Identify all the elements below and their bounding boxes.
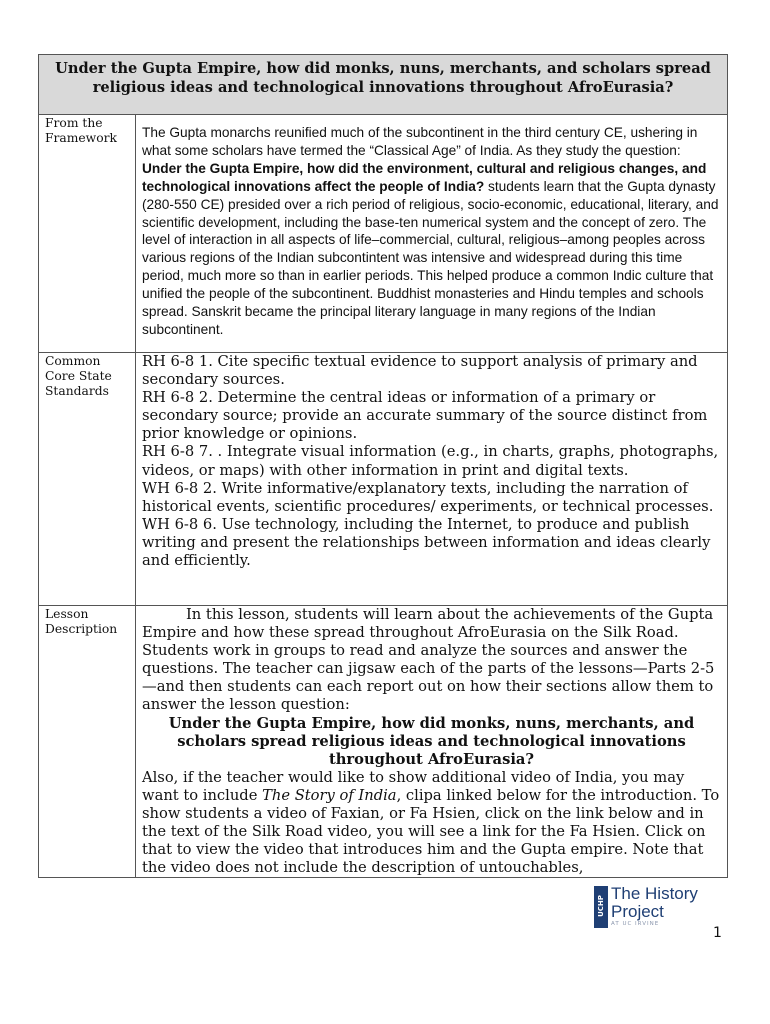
framework-text [142, 115, 721, 341]
lesson-content [136, 606, 728, 878]
standard-item: RH 6-8 1. Cite specific textual evidence to support analysis of primary and secondary sources. [142, 353, 698, 389]
framework-rest: students learn that the Gupta dynasty (280-550 CE) presided over a rich period of religious, socio-economic, educational, literary, and scientific development, including the base-ten numerical system and the concept of zero. The level of interaction in all aspects of life–commercial, cultural, religious–among peoples across various regions of the Indian subcontintent was intensive and widespread during this time period, much more so than in earlier periods. This helped produce a common Indic culture that unified the people of the subcontinent. Buddhist monasteries and Hindu temples and schools spread. Sanskrit became the principal literary language in many regions of the Indian subcontinent. [142, 178, 719, 337]
standards-label: Common Core State Standards [39, 353, 136, 606]
para2-rest: , clipa linked below for the introduction. To show students a video of Faxian, or Fa Hsien, click on the link below and in the text of the Silk Road video, you will see a link for the Fa Hsien. Click on that to view the video that introduces him and the Gupta empire. Note that the video does not include the description of untouchables, [142, 786, 720, 877]
lesson-question: Under the Gupta Empire, how did monks, nuns, merchants, and scholars spread religious ideas and technological innovations throughout AfroEurasia? [168, 714, 695, 768]
logo-mark-text: UCHP [597, 895, 605, 917]
logo-subtitle: AT UC IRVINE [611, 921, 660, 927]
logo-line-1: The History [611, 884, 698, 903]
framework-question: Under the Gupta Empire, how did the environment, cultural and religious changes, and technological innovations affect the people of India? [142, 160, 707, 194]
standard-item: WH 6-8 2. Write informative/explanatory texts, including the narration of historical events, scientific procedures/ experiments, or technical processes. [142, 479, 714, 515]
logo-line-2: Project [611, 902, 664, 921]
story-of-india-title: The Story of India [262, 786, 397, 804]
standards-content [136, 353, 728, 606]
history-project-logo [594, 884, 714, 930]
page-number: 1 [713, 925, 722, 941]
standards-list [142, 353, 721, 570]
lesson-row [39, 606, 728, 878]
standard-item: RH 6-8 2. Determine the central ideas or information of a primary or secondary source; provide an accurate summary of the source distinct from prior knowledge or opinions. [142, 389, 708, 443]
framework-row [39, 115, 728, 353]
para2-start: Also, if the teacher would like to show additional video of India, you may want to include [142, 768, 685, 804]
logo-mark [594, 886, 608, 928]
lesson-table [38, 54, 728, 878]
lesson-question-header: Under the Gupta Empire, how did monks, nuns, merchants, and scholars spread religious ideas and technological innovations throughout AfroEurasia? [39, 55, 728, 115]
lesson-paragraph-2 [142, 769, 721, 878]
standards-row [39, 353, 728, 606]
lesson-label: Lesson Description [39, 606, 136, 878]
framework-label: From the Framework [39, 115, 136, 353]
framework-content [136, 115, 728, 353]
standard-item: RH 6-8 7. . Integrate visual information (e.g., in charts, graphs, photographs, videos, or maps) with other information in print and digital texts. [142, 443, 719, 479]
lesson-text [142, 606, 721, 877]
framework-intro: The Gupta monarchs reunified much of the subcontinent in the third century CE, ushering in what some scholars have termed the “Classical Age” of India. As they study the question: [142, 125, 698, 158]
standard-item: WH 6-8 6. Use technology, including the Internet, to produce and publish writing and present the relationships between information and ideas clearly and efficiently. [142, 515, 711, 570]
header-row [39, 55, 728, 115]
lesson-paragraph: In this lesson, students will learn about the achievements of the Gupta Empire and how these spread throughout AfroEurasia on the Silk Road. Students work in groups to read and analyze the sources and answer the questions. The teacher can jigsaw each of the parts of the lessons—Parts 2-5—and then students can each report out on how their sections allow them to answer the lesson question: [142, 606, 715, 714]
